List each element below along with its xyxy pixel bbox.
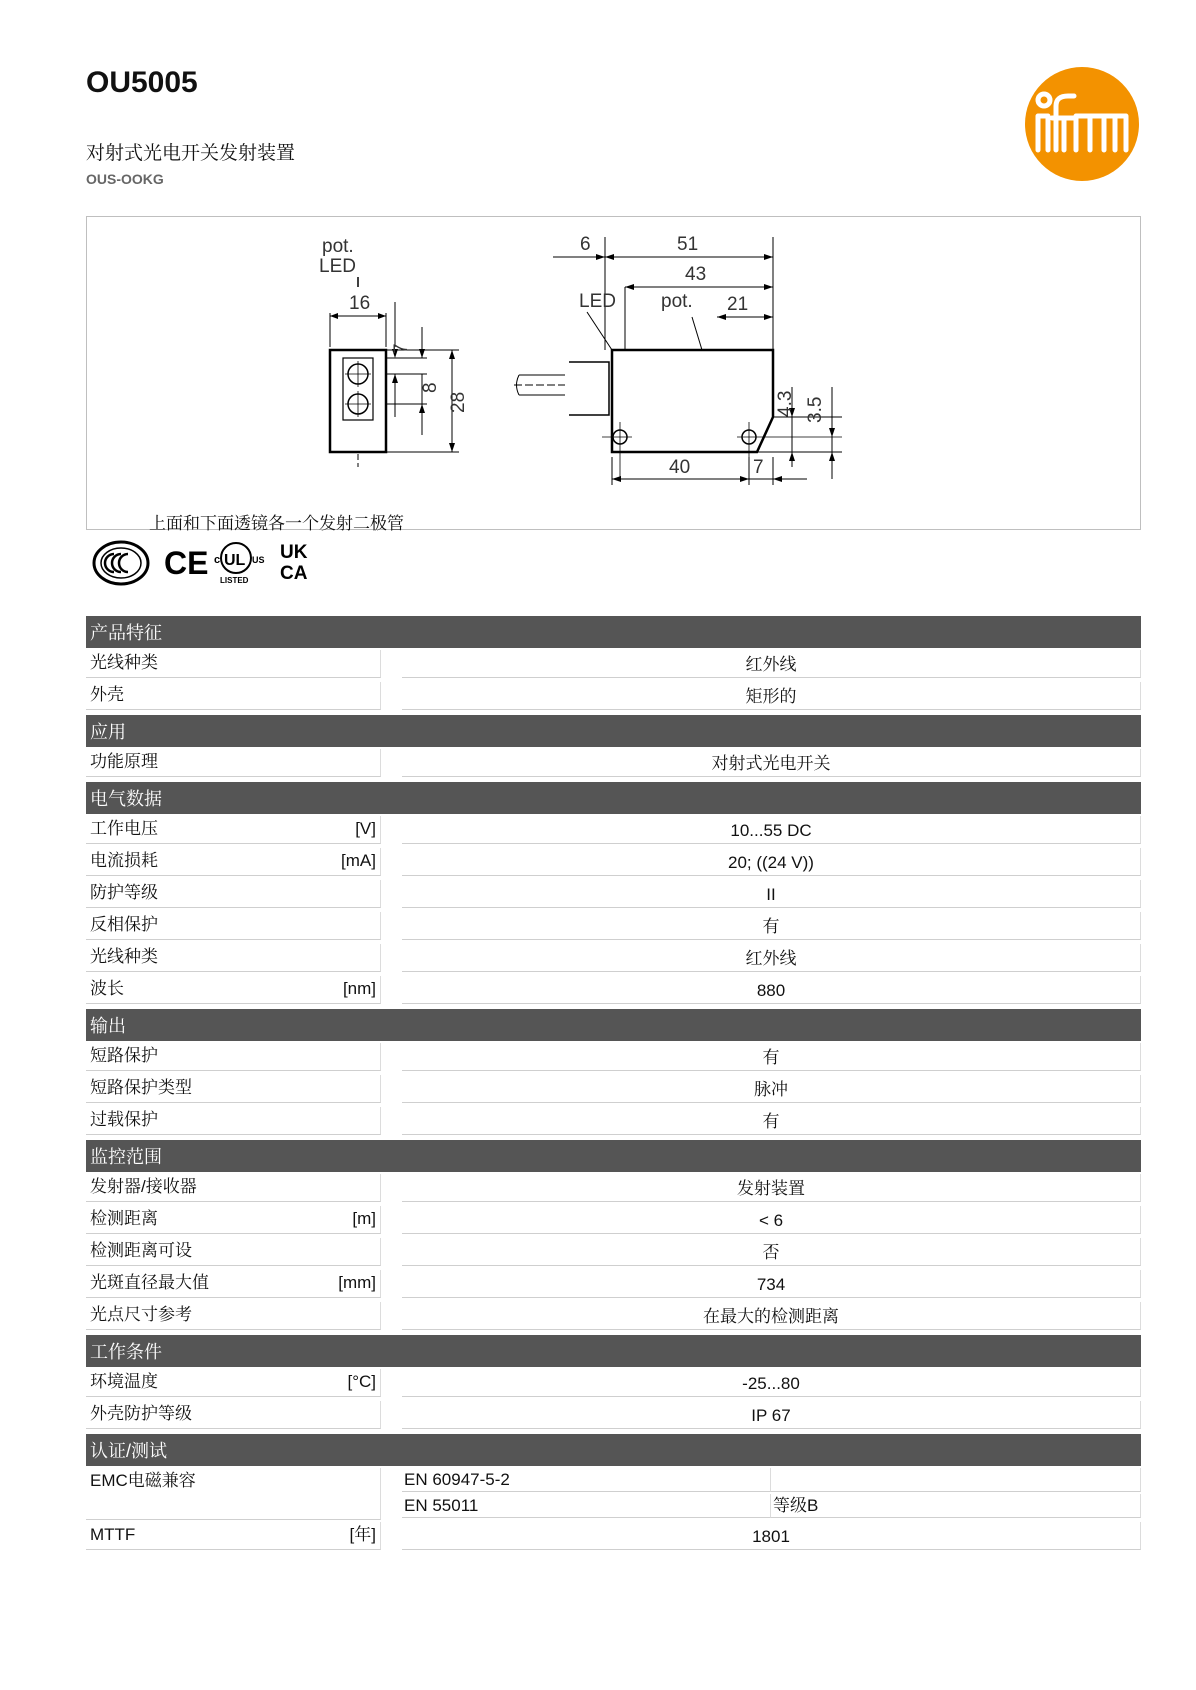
section-header-electrical: 电气数据 [86,782,1141,814]
spec-unit: [年] [349,1525,376,1544]
section-header-features: 产品特征 [86,616,1141,648]
spec-value: 734 [402,1270,1141,1298]
spec-value: 20; ((24 V)) [402,848,1141,876]
dim-label-8: 8 [420,382,441,393]
spec-label: 波长 [nm] [86,976,381,1004]
ul-mark-text: UL [224,552,246,569]
spec-label: 光线种类 [86,944,381,972]
spec-row [86,942,1141,974]
spec-value: 有 [402,1043,1141,1071]
spec-row [86,1399,1141,1431]
dim-label-40: 40 [669,457,691,478]
spec-row [86,974,1141,1006]
spec-value: II [402,880,1141,908]
spec-value: 在最大的检测距离 [402,1302,1141,1330]
spec-value: < 6 [402,1206,1141,1234]
spec-row [86,1041,1141,1073]
spec-row [86,680,1141,712]
spec-label: 光点尺寸参考 [86,1302,381,1330]
ul-us-text: US [252,555,265,565]
dim-label-43: 43 [685,264,707,285]
dim-label-51: 51 [677,234,699,255]
spec-label: 过载保护 [86,1107,381,1135]
spec-label: 环境温度 [°C] [86,1369,381,1397]
ukca-uk-text: UK [280,542,308,563]
spec-row [86,878,1141,910]
spec-value: 红外线 [402,650,1141,678]
spec-row [86,1073,1141,1105]
spec-row [86,1204,1141,1236]
emc-standard-1: EN 60947-5-2 [402,1468,771,1492]
spec-value: 红外线 [402,944,1141,972]
spec-label: 外壳 [86,682,381,710]
spec-label: 电流损耗 [mA] [86,848,381,876]
spec-value: 发射装置 [402,1174,1141,1202]
spec-value: IP 67 [402,1401,1141,1429]
spec-label: 光斑直径最大值 [mm] [86,1270,381,1298]
spec-row [86,648,1141,680]
drawing-caption: 上面和下面透镜各一个发射二极管 [149,514,404,533]
spec-label: EMC电磁兼容 [86,1468,381,1520]
dim-label-6: 6 [580,234,591,255]
dim-label-4-3: 4.3 [775,390,796,417]
spec-label: 光线种类 [86,650,381,678]
ul-listed-mark [214,543,265,585]
spec-row [86,1367,1141,1399]
ifm-logo [1024,66,1140,182]
spec-value: 880 [402,976,1141,1004]
ukca-mark [280,542,308,584]
spec-value: -25...80 [402,1369,1141,1397]
spec-row [86,1172,1141,1204]
spec-label: 防护等级 [86,880,381,908]
certification-marks [90,538,340,588]
spec-row-emc [86,1466,1141,1520]
dim-label-16: 16 [349,293,371,314]
spec-row [86,1236,1141,1268]
emc-standard-2: EN 55011 [402,1494,771,1518]
spec-unit: [°C] [347,1372,376,1391]
spec-unit: [V] [355,819,376,838]
dim-label-led-side: LED [579,291,616,312]
section-header-conditions: 工作条件 [86,1335,1141,1367]
spec-value: 对射式光电开关 [402,749,1141,777]
emc-class-2: 等级B [771,1494,1141,1518]
dim-label-pot-side: pot. [661,291,693,312]
spec-value: 10...55 DC [402,816,1141,844]
section-header-application: 应用 [86,715,1141,747]
spec-row [86,1268,1141,1300]
ukca-ca-text: CA [280,563,308,584]
ul-listed-text: LISTED [220,576,249,585]
product-description: 对射式光电开关发射装置 [86,143,296,164]
ul-c-text: c [214,554,221,566]
spec-row [86,1300,1141,1332]
spec-unit: [mA] [341,851,376,870]
spec-unit: [mm] [338,1273,376,1292]
ce-mark: CE [164,545,209,581]
dimension-drawing [86,216,1141,533]
side-view [514,237,842,485]
spec-label: 检测距离可设 [86,1238,381,1266]
spec-unit: [nm] [342,979,376,998]
dim-label-7: 7 [391,343,412,354]
spec-value: 有 [402,1107,1141,1135]
spec-row [86,910,1141,942]
spec-label: 反相保护 [86,912,381,940]
spec-label: 功能原理 [86,749,381,777]
section-header-output: 输出 [86,1009,1141,1041]
dim-label-21: 21 [727,294,749,315]
spec-row [86,814,1141,846]
section-header-monitoring: 监控范围 [86,1140,1141,1172]
dim-label-led-front: LED [319,256,356,277]
spec-label: 检测距离 [m] [86,1206,381,1234]
spec-value: 1801 [402,1522,1141,1550]
spec-label: 外壳防护等级 [86,1401,381,1429]
spec-value: 矩形的 [402,682,1141,710]
spec-row [86,846,1141,878]
spec-row [86,1105,1141,1137]
spec-label: 短路保护 [86,1043,381,1071]
spec-label: MTTF [年] [86,1522,381,1550]
spec-row [86,747,1141,779]
dim-label-pot-front: pot. [322,236,354,257]
ccc-mark [94,542,148,584]
spec-row [86,1520,1141,1552]
specifications-table [86,616,1141,1552]
emc-class-1 [771,1468,1141,1492]
spec-label: 工作电压 [V] [86,816,381,844]
spec-label: 短路保护类型 [86,1075,381,1103]
dim-label-28: 28 [448,391,469,413]
section-header-approvals: 认证/测试 [86,1434,1141,1466]
product-code: OU5005 [86,66,198,99]
spec-value: 有 [402,912,1141,940]
dimension-drawing-svg [87,217,1142,531]
dim-label-3-5: 3.5 [805,396,826,423]
type-code: OUS-OOKG [86,171,164,187]
spec-value: 否 [402,1238,1141,1266]
spec-label: 发射器/接收器 [86,1174,381,1202]
spec-value: 脉冲 [402,1075,1141,1103]
dim-label-7b: 7 [753,457,764,478]
spec-unit: [m] [352,1209,376,1228]
